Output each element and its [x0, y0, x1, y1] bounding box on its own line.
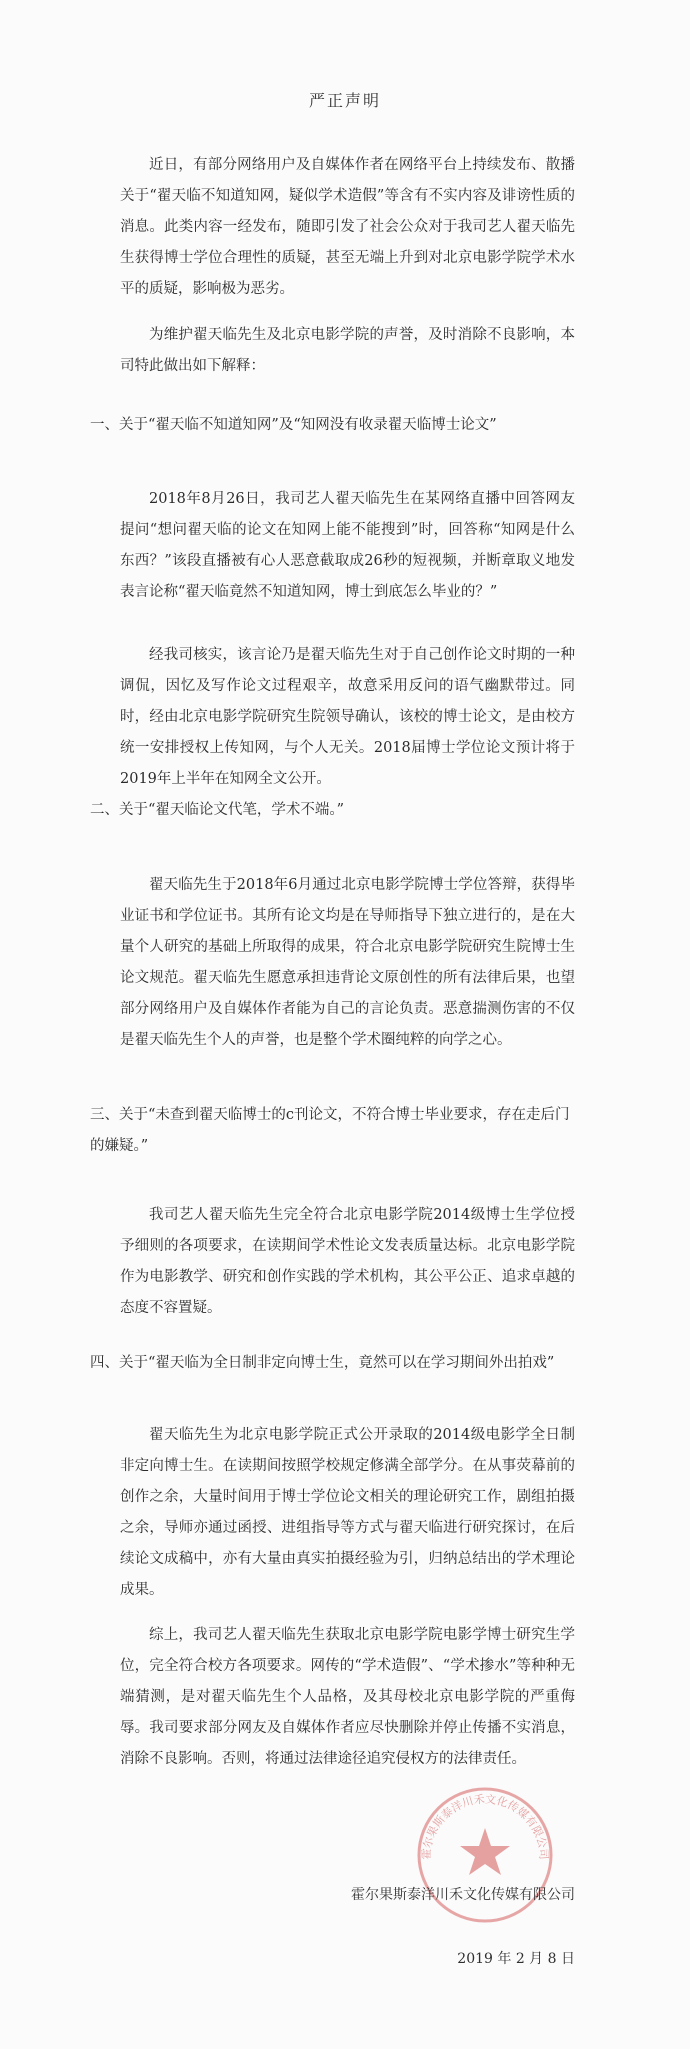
paragraph-section-2: 翟天临先生于2018年6月通过北京电影学院博士学位答辩，获得毕业证书和学位证书。其所有论文均是在导师指导下独立进行的，是在大量个人研究的基础上所取得的成果，符合北京电影学院研究生院博士生论文规范。翟天临先生愿意承担违背论文原创性的所有法律后果，也望部分网络用户及自媒体作者能为自己的言论负责。恶意揣测伤害的不仅是翟天临先生个人的声誉，也是整个学术圈纯粹的向学之心。	[120, 877, 575, 1048]
section-heading-4: 四、关于“翟天临为全日制非定向博士生，竟然可以在学习期间外出拍戏”	[90, 1355, 555, 1371]
seal-star-icon	[460, 1828, 510, 1875]
section-heading-3: 三、关于“未查到翟天临博士的c刊论文，不符合博士毕业要求，存在走后门的嫌疑。”	[90, 1107, 570, 1154]
paragraph-section-3: 我司艺人翟天临先生完全符合北京电影学院2014级博士生学位授予细则的各项要求，在读期间学术性论文发表质量达标。北京电影学院作为电影教学、研究和创作实践的学术机构，其公平公正、追求卓越的态度不容置疑。	[120, 1207, 575, 1316]
document-title: 严正声明	[308, 91, 381, 110]
svg-text:霍尔果斯泰洋川禾文化传媒有限公司: 霍尔果斯泰洋川禾文化传媒有限公司	[419, 1792, 551, 1860]
section-heading-1: 一、关于“翟天临不知道知网”及“知网没有收录翟天临博士论文”	[90, 417, 497, 433]
paragraph-section-1b: 经我司核实，该言论乃是翟天临先生对于自己创作论文时期的一种调侃，因忆及写作论文过程艰辛，故意采用反问的语气幽默带过。同时，经由北京电影学院研究生院领导确认，该校的博士论文，是由校方统一安排授权上传知网，与个人无关。2018届博士学位论文预计将于2019年上半年在知网全文公开。	[120, 647, 575, 787]
section-heading-2: 二、关于“翟天临论文代笔，学术不端。”	[90, 802, 345, 818]
paragraph-purpose: 为维护翟天临先生及北京电影学院的声誉，及时消除不良影响，本司特此做出如下解释：	[120, 327, 575, 374]
paragraph-section-1a: 2018年8月26日，我司艺人翟天临先生在某网络直播中回答网友提问“想问翟天临的论文在知网上能不能搜到”时，回答称“知网是什么东西？”该段直播被有心人恶意截取成26秒的短视频，并断章取义地发表言论称“翟天临竟然不知道知网，博士到底怎么毕业的？”	[120, 491, 575, 600]
company-seal	[410, 1780, 560, 1930]
paragraph-conclusion: 综上，我司艺人翟天临先生获取北京电影学院电影学博士研究生学位，完全符合校方各项要求。网传的“学术造假”、“学术掺水”等种种无端猜测，是对翟天临先生个人品格，及其母校北京电影学院的严重侮辱。我司要求部分网友及自媒体作者应尽快删除并停止传播不实消息，消除不良影响。否则，将通过法律途径追究侵权方的法律责任。	[120, 1627, 575, 1767]
company-name: 霍尔果斯泰洋川禾文化传媒有限公司	[351, 1887, 575, 1903]
statement-date: 2019 年 2 月 8 日	[457, 1951, 575, 1967]
paragraph-intro: 近日，有部分网络用户及自媒体作者在网络平台上持续发布、散播关于“翟天临不知道知网，疑似学术造假”等含有不实内容及诽谤性质的消息。此类内容一经发布，随即引发了社会公众对于我司艺人翟天临先生获得博士学位合理性的质疑，甚至无端上升到对北京电影学院学术水平的质疑，影响极为恶劣。	[120, 157, 575, 297]
paragraph-section-4: 翟天临先生为北京电影学院正式公开录取的2014级电影学全日制非定向博士生。在读期间按照学校规定修满全部学分。在从事荧幕前的创作之余，大量时间用于博士学位论文相关的理论研究工作，剧组拍摄之余，导师亦通过函授、进组指导等方式与翟天临进行研究探讨，在后续论文成稿中，亦有大量由真实拍摄经验为引，归纳总结出的学术理论成果。	[120, 1427, 575, 1598]
